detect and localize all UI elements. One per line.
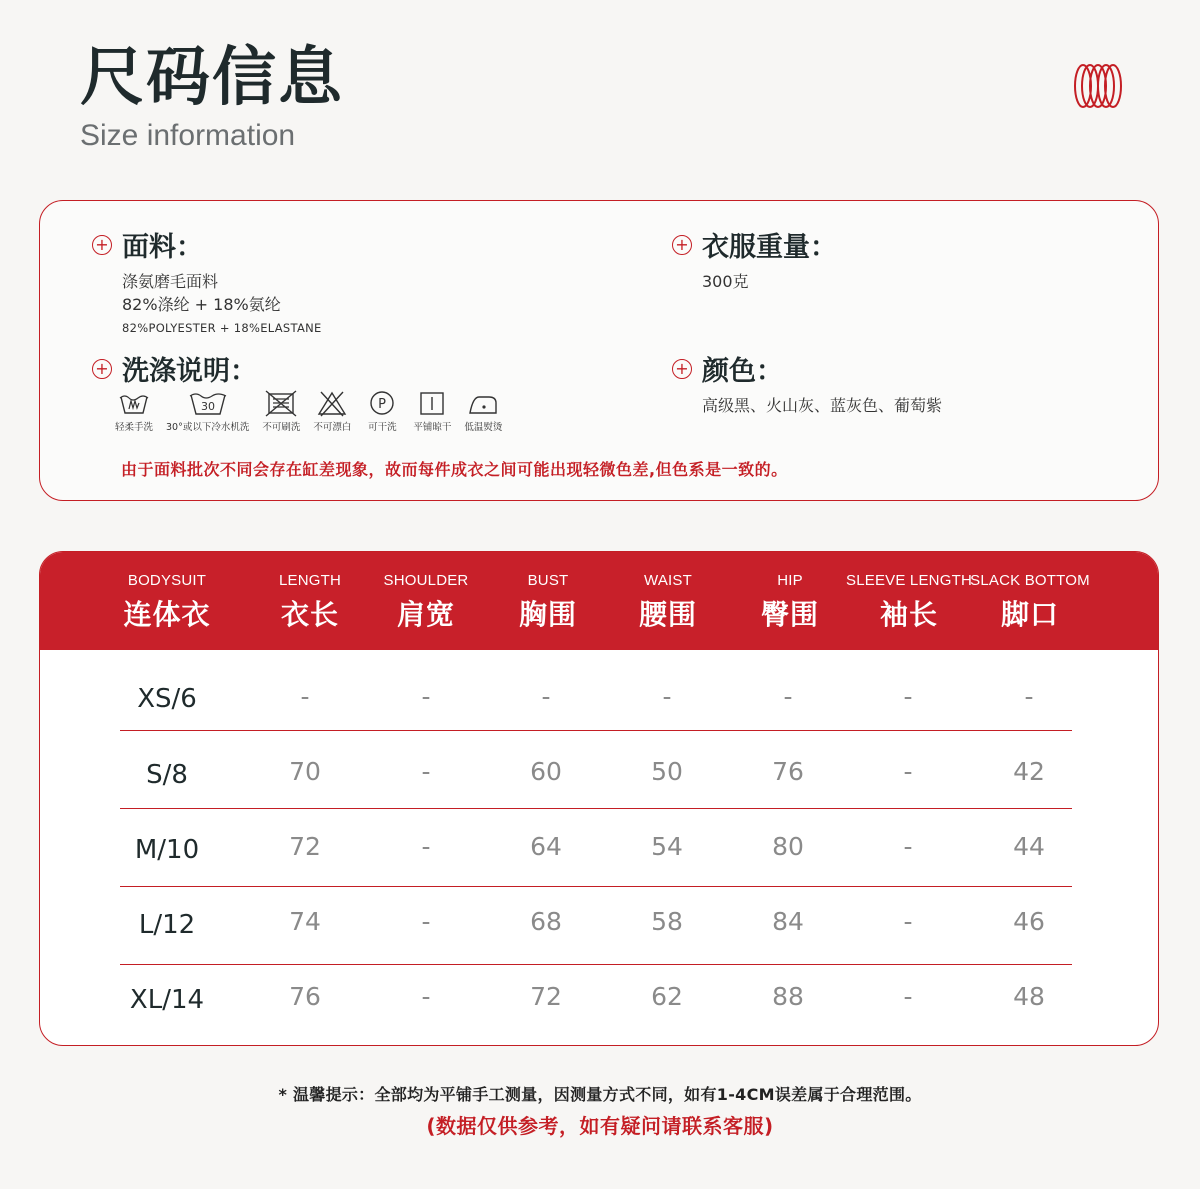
weight-title: 衣服重量： [702, 232, 837, 263]
column-header-cn: 脚口 [1000, 598, 1059, 631]
table-row [120, 888, 1072, 965]
table-cell: - [903, 982, 913, 1011]
table-cell: 84 [772, 907, 804, 936]
table-cell: - [421, 982, 431, 1011]
size-table [39, 551, 1159, 1046]
flat-dry-icon [414, 389, 450, 417]
fabric-title: 面料： [122, 232, 203, 263]
column-header-cn: 腰围 [638, 598, 697, 631]
weight-value: 300克 [702, 272, 749, 291]
table-cell: 76 [772, 757, 804, 786]
column-header-en: SLACK BOTTOM [970, 572, 1090, 589]
care-icons [115, 389, 515, 433]
table-row [120, 654, 1072, 731]
fabric-line-2: 82%涤纶 + 18%氨纶 [122, 295, 281, 314]
table-header [40, 552, 1158, 650]
color-value: 高级黑、火山灰、蓝灰色、葡萄紫 [702, 396, 943, 415]
low-iron-icon [465, 389, 501, 417]
column-header-cn: 胸围 [518, 598, 577, 631]
wash-temp-text: 30 [200, 400, 215, 413]
table-cell: - [903, 832, 913, 861]
table-cell: 72 [289, 832, 321, 861]
product-info-panel [39, 200, 1159, 501]
care-label: 平铺晾干 [413, 422, 452, 433]
color-title: 颜色： [702, 356, 783, 387]
page-header [80, 40, 344, 154]
no-bleach-icon [314, 389, 350, 417]
table-cell: 72 [530, 982, 562, 1011]
care-label: 低温熨烫 [464, 422, 503, 433]
no-brush-icon [263, 389, 299, 417]
care-label: 可干洗 [368, 422, 397, 433]
dry-clean-letter: P [378, 397, 387, 412]
care-label: 30°或以下冷水机洗 [166, 422, 250, 433]
table-cell: 44 [1013, 832, 1045, 861]
care-label: 不可漂白 [313, 422, 352, 433]
column-header-en: SLEEVE LENGTH [846, 572, 972, 589]
table-row [120, 810, 1072, 887]
table-cell: - [662, 682, 672, 711]
measurement-tip: * 温馨提示：全部均为平铺手工测量，因测量方式不同，如有1-4CM误差属于合理范围。 [278, 1085, 922, 1104]
table-cell: - [421, 832, 431, 861]
care-label: 轻柔手洗 [115, 422, 154, 433]
column-header-cn: 肩宽 [396, 598, 455, 631]
reference-note: (数据仅供参考，如有疑问请联系客服) [426, 1114, 774, 1138]
plus-circle-icon: + [672, 359, 692, 379]
table-cell: - [903, 907, 913, 936]
weight-section [672, 225, 837, 293]
care-item [313, 389, 351, 433]
table-cell: 74 [289, 907, 321, 936]
color-difference-notice: 由于面料批次不同会存在缸差现象，故而每件成衣之间可能出现轻微色差,但色系是一致的。 [121, 460, 788, 479]
washing-section [92, 349, 257, 388]
table-cell: 42 [1013, 757, 1045, 786]
washing-title: 洗涤说明： [122, 356, 257, 387]
dry-clean-p-icon [364, 389, 400, 417]
table-cell: - [1024, 682, 1034, 711]
table-cell: 64 [530, 832, 562, 861]
plus-circle-icon: + [672, 235, 692, 255]
care-item [364, 389, 400, 433]
page-title: 尺码信息 [80, 41, 344, 115]
size-cell: XL/14 [129, 985, 205, 1015]
table-cell: - [300, 682, 310, 711]
fabric-line-1: 涤氨磨毛面料 [122, 272, 219, 291]
table-cell: 48 [1013, 982, 1045, 1011]
column-header [950, 552, 1110, 633]
column-header-en: LENGTH [278, 572, 342, 589]
table-cell: 60 [530, 757, 562, 786]
plus-circle-icon: + [92, 359, 112, 379]
column-header [87, 552, 247, 633]
table-cell: 70 [289, 757, 321, 786]
wash-30-icon [186, 389, 230, 417]
care-label: 不可刷洗 [262, 422, 301, 433]
table-cell: 54 [651, 832, 683, 861]
table-cell: 80 [772, 832, 804, 861]
column-header-cn: 袖长 [879, 598, 938, 631]
table-cell: - [903, 682, 913, 711]
color-section [672, 349, 942, 417]
table-cell: 46 [1013, 907, 1045, 936]
column-header-en: BODYSUIT [127, 572, 207, 589]
table-cell: 68 [530, 907, 562, 936]
table-cell: - [903, 757, 913, 786]
table-cell: 88 [772, 982, 804, 1011]
table-cell: - [421, 757, 431, 786]
column-header-cn: 臀围 [760, 598, 819, 631]
column-header-cn: 连体衣 [123, 598, 211, 631]
size-cell: S/8 [146, 760, 188, 790]
red-rings-logo-icon [1072, 62, 1124, 110]
fabric-desc [122, 270, 322, 316]
table-cell: 62 [651, 982, 683, 1011]
size-cell: XS/6 [137, 684, 197, 714]
fabric-section [92, 225, 322, 335]
table-row [120, 732, 1072, 809]
table-cell: - [541, 682, 551, 711]
table-cell: - [421, 907, 431, 936]
table-cell: 76 [289, 982, 321, 1011]
table-row [120, 966, 1072, 1043]
care-item [413, 389, 451, 433]
column-header-en: WAIST [644, 572, 692, 589]
column-header-cn: 衣长 [280, 598, 339, 631]
table-cell: - [783, 682, 793, 711]
care-item [115, 389, 153, 433]
column-header-en: SHOULDER [383, 572, 469, 589]
table-cell: 50 [651, 757, 683, 786]
plus-circle-icon: + [92, 235, 112, 255]
size-cell: L/12 [138, 910, 196, 940]
care-item [464, 389, 502, 433]
page-subtitle: Size information [80, 119, 296, 152]
fabric-line-3: 82%POLYESTER + 18%ELASTANE [122, 321, 322, 335]
gentle-hand-wash-icon [116, 389, 152, 417]
table-cell: 58 [651, 907, 683, 936]
column-header-en: BUST [527, 572, 569, 589]
table-cell: - [421, 682, 431, 711]
care-item [166, 389, 249, 433]
column-header-en: HIP [777, 572, 803, 589]
care-item [262, 389, 300, 433]
size-cell: M/10 [134, 835, 200, 865]
